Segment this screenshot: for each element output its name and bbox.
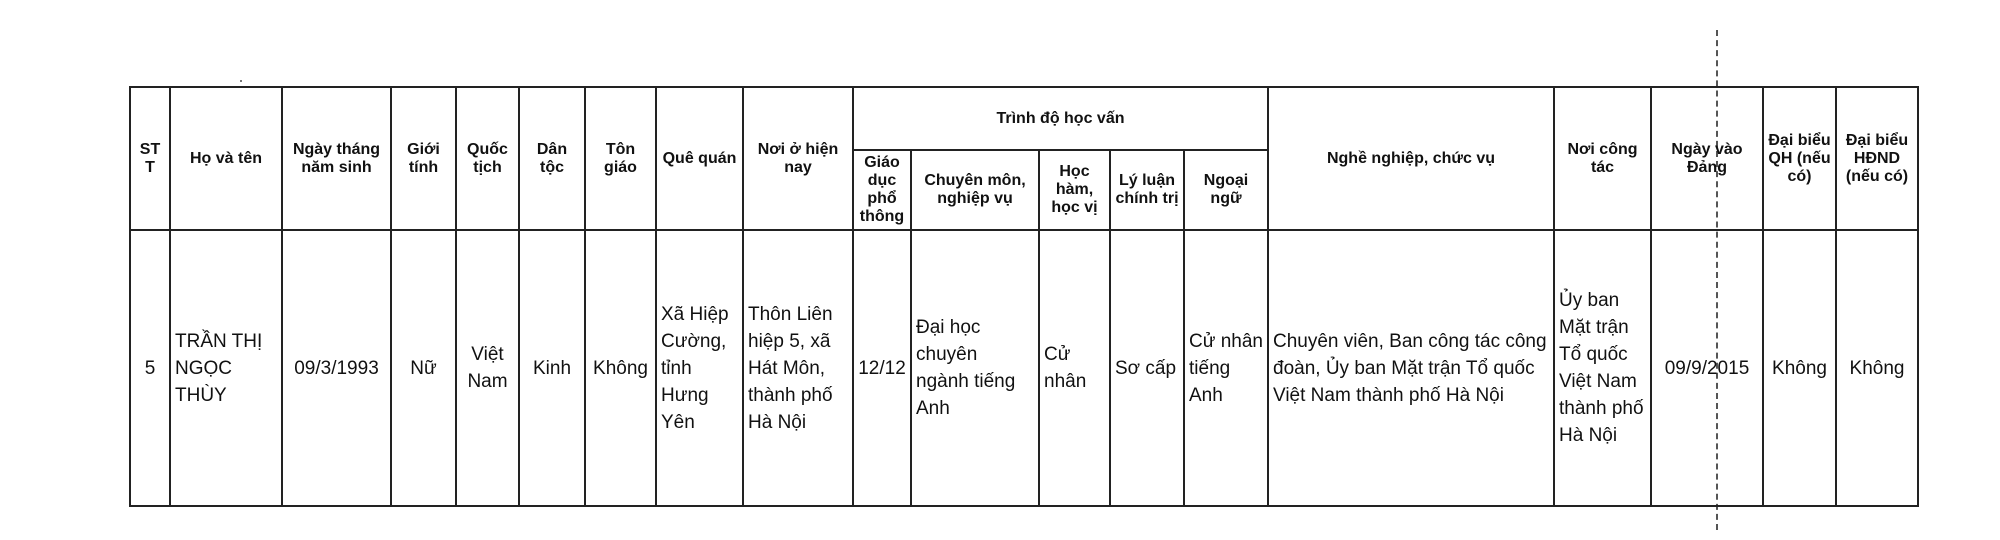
header-education-political: Lý luận chính trị — [1110, 150, 1184, 230]
cell-party-date: 09/9/2015 — [1651, 230, 1763, 506]
header-education-language: Ngoại ngữ — [1184, 150, 1268, 230]
cell-occupation: Chuyên viên, Ban công tác công đoàn, Ủy ban Mặt trận Tổ quốc Việt Nam thành phố Hà Nội — [1268, 230, 1554, 506]
cell-education-general: 12/12 — [853, 230, 911, 506]
cell-ethnicity: Kinh — [519, 230, 585, 506]
cell-education-degree: Cử nhân — [1039, 230, 1110, 506]
header-occupation: Nghề nghiệp, chức vụ — [1268, 87, 1554, 230]
header-education-degree: Học hàm, học vị — [1039, 150, 1110, 230]
header-ethnicity: Dân tộc — [519, 87, 585, 230]
cell-gender: Nữ — [391, 230, 456, 506]
header-name: Họ và tên — [170, 87, 282, 230]
cell-dob: 09/3/1993 — [282, 230, 391, 506]
header-row — [130, 87, 1918, 150]
header-education-general: Giáo dục phổ thông — [853, 150, 911, 230]
cell-name: TRẦN THỊ NGỌC THÙY — [170, 230, 282, 506]
cell-council-delegate: Không — [1836, 230, 1918, 506]
header-hometown: Quê quán — [656, 87, 743, 230]
header-religion: Tôn giáo — [585, 87, 656, 230]
scan-speck — [240, 80, 242, 82]
header-gender: Giới tính — [391, 87, 456, 230]
header-party-date: Ngày vào Đảng — [1651, 87, 1763, 230]
header-stt: ST T — [130, 87, 170, 230]
cell-education-political: Sơ cấp — [1110, 230, 1184, 506]
cell-education-professional: Đại học chuyên ngành tiếng Anh — [911, 230, 1039, 506]
header-education-professional: Chuyên môn, nghiệp vụ — [911, 150, 1039, 230]
table-row — [130, 230, 1918, 506]
candidate-sheet — [129, 86, 1919, 507]
header-council-delegate: Đại biểu HĐND (nếu có) — [1836, 87, 1918, 230]
header-residence: Nơi ở hiện nay — [743, 87, 853, 230]
candidate-table — [129, 86, 1919, 507]
cell-nationality: Việt Nam — [456, 230, 519, 506]
cell-na-delegate: Không — [1763, 230, 1836, 506]
header-workplace: Nơi công tác — [1554, 87, 1651, 230]
header-na-delegate: Đại biểu QH (nếu có) — [1763, 87, 1836, 230]
cell-hometown: Xã Hiệp Cường, tỉnh Hưng Yên — [656, 230, 743, 506]
header-education-group: Trình độ học vấn — [853, 87, 1268, 150]
cell-stt: 5 — [130, 230, 170, 506]
header-dob: Ngày tháng năm sinh — [282, 87, 391, 230]
cell-workplace: Ủy ban Mặt trận Tổ quốc Việt Nam thành phố Hà Nội — [1554, 230, 1651, 506]
cell-education-language: Cử nhân tiếng Anh — [1184, 230, 1268, 506]
cell-religion: Không — [585, 230, 656, 506]
cell-residence: Thôn Liên hiệp 5, xã Hát Môn, thành phố Hà Nội — [743, 230, 853, 506]
header-nationality: Quốc tịch — [456, 87, 519, 230]
